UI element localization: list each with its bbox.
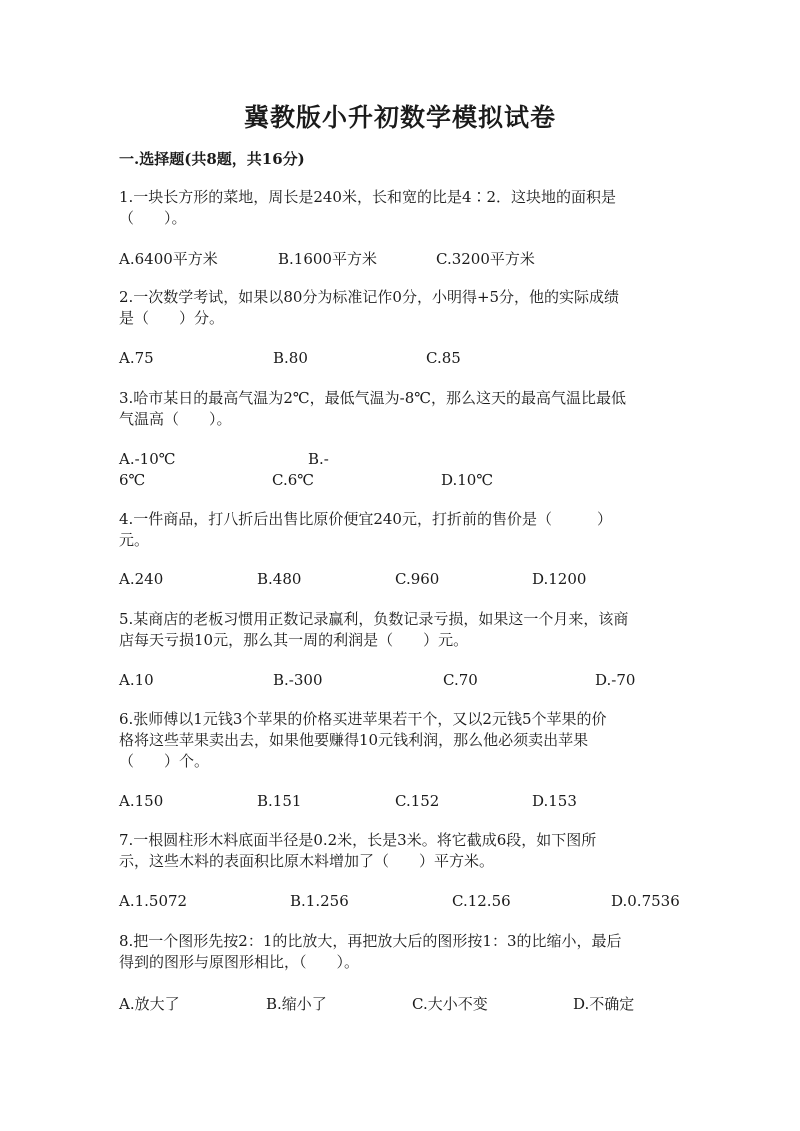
question-5-text: [119, 609, 679, 651]
question-2-text: [119, 287, 679, 329]
question-2-option-c: C.85: [426, 349, 461, 367]
question-3-text: [119, 388, 679, 430]
question-2-line-2: 是（ ）分。: [119, 309, 225, 327]
question-1-text: [119, 187, 679, 229]
question-3-line-2: 气温高（ ）。: [119, 410, 232, 428]
question-7-option-a: A.1.5072: [119, 892, 188, 910]
question-2-line-1: 2.一次数学考试，如果以80分为标准记作0分，小明得+5分，他的实际成绩: [119, 288, 620, 306]
question-8-line-1: 8.把一个图形先按2：1的比放大，再把放大后的图形按1：3的比缩小，最后: [119, 932, 622, 950]
question-6-line-3: （ ）个。: [119, 752, 210, 770]
question-7-option-d: D.0.7536: [611, 892, 680, 910]
question-1-option-c: C.3200平方米: [436, 250, 535, 268]
page-title: 冀教版小升初数学模拟试卷: [243, 103, 556, 132]
question-4-line-2: 元。: [119, 531, 150, 549]
question-2-option-b: B.80: [273, 349, 308, 367]
question-2-option-a: A.75: [119, 349, 154, 367]
question-6-text: [119, 709, 679, 772]
section-heading: 一.选择题(共8题，共16分): [119, 150, 305, 168]
question-8-option-c: C.大小不变: [412, 995, 488, 1013]
question-3-option-a: A.-10℃: [119, 450, 176, 468]
question-7-option-b: B.1.256: [290, 892, 349, 910]
question-5-option-b: B.-300: [273, 671, 323, 689]
question-4-line-1: 4.一件商品，打八折后出售比原价便宜240元，打折前的售价是（ ）: [119, 510, 612, 528]
question-5-option-d: D.-70: [595, 671, 636, 689]
question-5-option-c: C.70: [443, 671, 478, 689]
question-8-option-d: D.不确定: [573, 995, 635, 1013]
question-8-line-2: 得到的图形与原图形相比，（ ）。: [119, 953, 360, 971]
question-1-line-2: （ ）。: [119, 209, 187, 227]
question-6-option-b: B.151: [257, 792, 302, 810]
question-7-text: [119, 830, 679, 872]
question-4-option-d: D.1200: [532, 570, 587, 588]
question-4-option-c: C.960: [395, 570, 440, 588]
question-1-line-1: 1.一块长方形的菜地，周长是240米，长和宽的比是4∶2．这块地的面积是: [119, 188, 617, 206]
question-1-option-a: A.6400平方米: [119, 250, 218, 268]
question-4-option-a: A.240: [119, 570, 164, 588]
question-6-option-d: D.153: [532, 792, 577, 810]
question-7-option-c: C.12.56: [452, 892, 511, 910]
question-3-option-c: C.6℃: [272, 471, 315, 489]
question-4-text: [119, 509, 679, 551]
question-6-option-c: C.152: [395, 792, 440, 810]
question-3-option-b: B.-: [308, 450, 329, 468]
question-8-text: [119, 931, 679, 973]
question-3-line-1: 3.哈市某日的最高气温为2℃，最低气温为-8℃，那么这天的最高气温比最低: [119, 389, 627, 407]
question-6-option-a: A.150: [119, 792, 164, 810]
question-7-line-2: 示，这些木料的表面积比原木料增加了（ ）平方米。: [119, 852, 495, 870]
question-1-option-b: B.1600平方米: [278, 250, 377, 268]
question-3-option-d: D.10℃: [441, 471, 494, 489]
question-5-line-2: 店每天亏损10元，那么其一周的利润是（ ）元。: [119, 631, 469, 649]
question-5-option-a: A.10: [119, 671, 154, 689]
question-6-line-1: 6.张师傅以1元钱3个苹果的价格买进苹果若干个，又以2元钱5个苹果的价: [119, 710, 607, 728]
question-8-option-b: B.缩小了: [266, 995, 327, 1013]
question-7-line-1: 7.一根圆柱形木料底面半径是0.2米，长是3米。将它截成6段，如下图所: [119, 831, 597, 849]
question-3-option-b-continued: 6℃: [119, 471, 146, 489]
question-8-option-a: A.放大了: [119, 995, 180, 1013]
question-6-line-2: 格将这些苹果卖出去，如果他要赚得10元钱利润，那么他必须卖出苹果: [119, 731, 589, 749]
question-4-option-b: B.480: [257, 570, 302, 588]
question-5-line-1: 5.某商店的老板习惯用正数记录赢利，负数记录亏损，如果这一个月来，该商: [119, 610, 629, 628]
